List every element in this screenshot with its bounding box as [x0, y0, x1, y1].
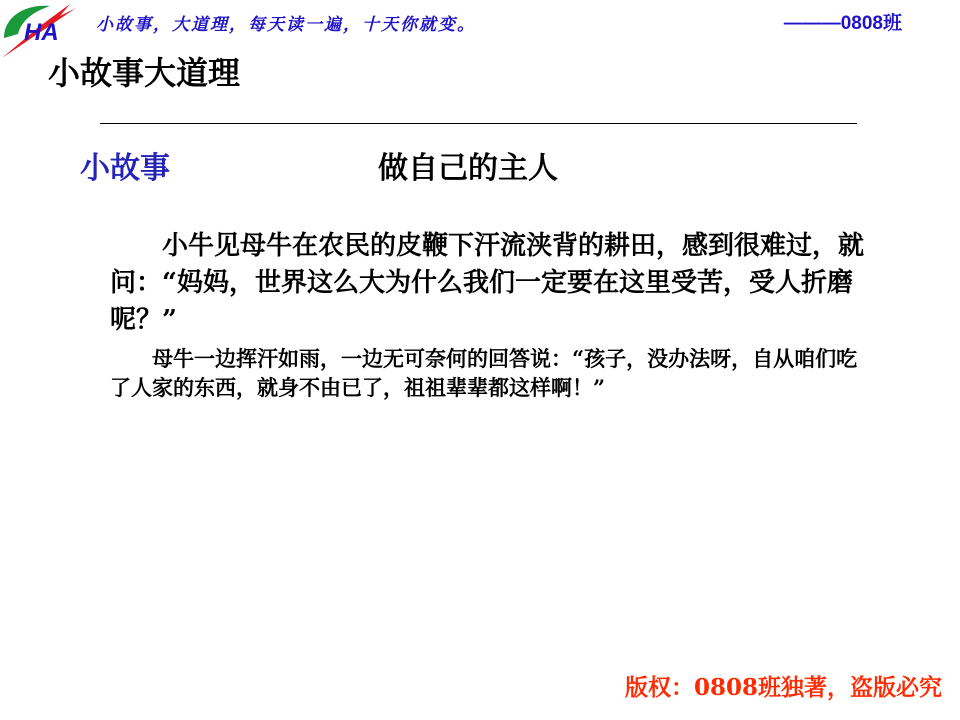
logo-text: HA: [24, 19, 59, 46]
title-divider: [100, 123, 857, 124]
story-title: 做自己的主人: [378, 151, 558, 186]
section-label: 小故事: [80, 151, 170, 186]
story-body: [110, 228, 865, 402]
story-paragraph: 小牛见母牛在农民的皮鞭下汗流浃背的耕田，感到很难过，就问：“妈妈，世界这么大为什么我们一定要在这里受苦，受人折磨呢？”: [110, 231, 865, 335]
slogan: 小故事，大道理，每天读一遍，十天你就变。: [96, 15, 476, 35]
copyright-notice: 版权：0808班独著，盗版必究: [624, 674, 942, 701]
story-paragraph: 母牛一边挥汗如雨，一边无可奈何的回答说：“孩子，没办法呀，自从咱们吃了人家的东西，就身不由已了，祖祖辈辈都这样啊！”: [110, 346, 858, 400]
page-title: 小故事大道理: [48, 54, 241, 92]
class-tag: ———0808班: [783, 13, 902, 34]
